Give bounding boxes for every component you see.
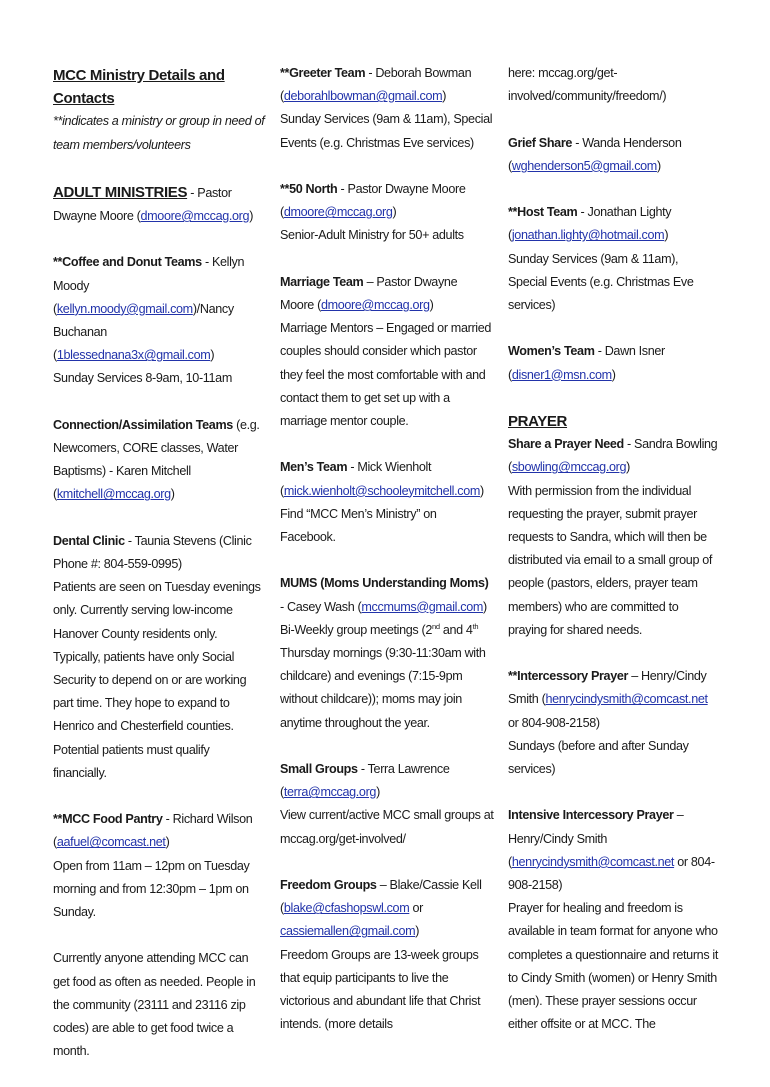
ministry-hours: Open from 11am – 12pm on Tuesday morning and from 12:30pm – 1pm on Sunday. xyxy=(53,858,250,920)
ministry-host-team xyxy=(508,201,720,317)
ministry-mens-team xyxy=(280,456,494,549)
paren: ) xyxy=(480,483,484,498)
ministry-name: Intensive Intercessory Prayer xyxy=(508,808,674,823)
contact-text: )/Nancy Buchanan ( xyxy=(53,301,234,363)
ministry-name: **50 North xyxy=(280,182,338,196)
ministry-intensive-prayer xyxy=(508,804,720,1036)
ministry-info: Sunday Services (9am & 11am), Special Events (e.g. Christmas Eve services) xyxy=(280,112,493,150)
contact-text: or xyxy=(409,901,423,916)
superscript: nd xyxy=(432,621,440,631)
contact-text: - Casey Wash ( xyxy=(280,599,362,614)
column-2 xyxy=(280,62,494,1060)
info-part: Thursday mornings (9:30-11:30am with childcare) and evenings (7:15-9pm without childcare)); moms may join anytime throughout the year. xyxy=(280,646,486,730)
ministry-info: Marriage Mentors – Engaged or married couples should consider which pastor they feel the most comfortable with and contact them to get set up with a marriage mentor couple. xyxy=(280,321,492,429)
ministry-name: **Host Team xyxy=(508,205,578,220)
email-link[interactable]: terra@mccag.org xyxy=(283,785,377,800)
contact-text: - Deborah Bowman ( xyxy=(280,66,472,104)
contact-text: - Jonathan Lighty ( xyxy=(508,205,672,243)
email-link[interactable]: dmoore@mccag.org xyxy=(320,298,430,312)
ministry-name: Women’s Team xyxy=(508,344,595,359)
contact-text: - Mick Wienholt ( xyxy=(280,460,432,498)
info-part: and 4 xyxy=(439,622,473,637)
email-link[interactable]: mccmums@gmail.com xyxy=(361,599,483,614)
ministry-intercessory-prayer xyxy=(508,665,720,781)
ministry-name: Small Groups xyxy=(280,762,358,777)
email-link[interactable]: kmitchell@mccag.org xyxy=(56,487,171,502)
email-link[interactable]: wghenderson5@gmail.com xyxy=(511,158,657,173)
paren: ) xyxy=(165,835,170,850)
ministry-name: Freedom Groups xyxy=(280,878,377,893)
ministry-name: MUMS (Moms Understanding Moms) xyxy=(280,576,489,591)
email-link[interactable]: disner1@msn.com xyxy=(511,367,612,382)
paren: ) xyxy=(210,348,215,363)
ministry-info: Senior-Adult Ministry for 50+ adults xyxy=(280,228,464,243)
superscript: th xyxy=(472,621,479,631)
ministry-info: Find “MCC Men’s Ministry” on Facebook. xyxy=(280,506,437,545)
contact-text: – Henry/Cindy Smith ( xyxy=(508,808,684,869)
ministry-name: **Intercessory Prayer xyxy=(508,669,629,684)
contact-text: - Taunia Stevens (Clinic Phone #: 804-559-0995) xyxy=(53,533,252,572)
page-title: MCC Ministry Details and Contacts xyxy=(53,67,225,108)
ministry-dental-clinic xyxy=(53,530,265,785)
ministry-info: Sunday Services 8-9am, 10-11am xyxy=(53,371,232,386)
column-3 xyxy=(508,62,720,1060)
ministry-mums xyxy=(280,572,494,734)
contact-text: - Dawn Isner ( xyxy=(508,344,665,382)
ministry-info: here: mccag.org/get-involved/community/freedom/) xyxy=(508,66,667,104)
contact-text: (e.g. Newcomers, CORE classes, Water Baptisms) - Karen Mitchell ( xyxy=(53,417,260,502)
contact-text: – Henry/Cindy Smith ( xyxy=(508,669,707,707)
ministry-name: **Coffee and Donut Teams xyxy=(53,255,202,270)
email-link[interactable]: 1blessednana3x@gmail.com xyxy=(56,348,211,363)
contact-text: - Wanda Henderson ( xyxy=(508,135,682,173)
email-link[interactable]: kellyn.moody@gmail.com xyxy=(56,301,193,316)
ministry-info: Prayer for healing and freedom is available in team format for anyone who completes a questionnaire and returns it to Cindy Smith (women) or Henry Smith (men). These prayer sessions occur either offsite or at MCC. The xyxy=(508,901,719,1032)
phone-text: or 804-908-2158) xyxy=(508,854,715,893)
freedom-groups-continued xyxy=(508,62,720,108)
email-link[interactable]: deborahlbowman@gmail.com xyxy=(283,89,443,104)
contact-text: - Richard Wilson ( xyxy=(53,812,253,850)
ministry-info xyxy=(280,619,494,735)
ministry-name: Grief Share xyxy=(508,135,573,150)
contact-text: - Terra Lawrence ( xyxy=(280,762,450,800)
email-link[interactable]: blake@cfashopswl.com xyxy=(283,901,410,916)
contact-text: – Pastor Dwayne Moore ( xyxy=(280,274,458,312)
contact-text: - Kellyn Moody ( xyxy=(53,255,245,316)
ministry-marriage-team xyxy=(280,271,494,433)
column-1 xyxy=(53,62,265,1087)
paren: ) xyxy=(611,367,616,382)
adult-pastor: - Pastor Dwayne Moore ( xyxy=(53,185,232,224)
ministry-info: Patients are seen on Tuesday evenings only. Currently serving low-income Hanover County residents only. Typically, patients have only Social Security to depend on or are working part time. They hope to expand to Henrico and Chesterfield counties. Potential patients must qualify financially. xyxy=(53,580,261,780)
paren: ) xyxy=(429,298,434,312)
ministry-connection xyxy=(53,414,265,507)
ministry-name: **Greeter Team xyxy=(280,66,366,80)
paren: ) xyxy=(664,228,669,243)
volunteer-note: **indicates a ministry or group in need of team members/volunteers xyxy=(53,114,265,152)
info-part: Bi-Weekly group meetings (2 xyxy=(280,622,433,637)
phone-text: or 804-908-2158) xyxy=(508,715,600,730)
email-link[interactable]: henrycindysmith@comcast.net xyxy=(545,692,708,707)
email-link[interactable]: cassiemallen@gmail.com xyxy=(280,924,416,939)
paren: ) xyxy=(483,599,487,614)
contact-text: - Pastor Dwayne Moore ( xyxy=(280,182,466,220)
ministry-info: Freedom Groups are 13-week groups that equip participants to live the victorious and abundant life that Christ intends. (more details xyxy=(280,947,481,1032)
paren: ) xyxy=(392,205,397,220)
paren: ) xyxy=(376,785,380,800)
ministry-info: View current/active MCC small groups at mccag.org/get-involved/ xyxy=(280,808,494,846)
prayer-section xyxy=(508,410,720,433)
section-heading-adult: ADULT MINISTRIES xyxy=(53,183,188,201)
ministry-greeter-team xyxy=(280,62,494,155)
ministry-name: Connection/Assimilation Teams xyxy=(53,417,233,432)
email-link[interactable]: jonathan.lighty@hotmail.com xyxy=(511,228,665,243)
ministry-grief-share xyxy=(508,132,720,178)
paren: ) xyxy=(249,209,254,224)
paren: ) xyxy=(656,158,661,173)
ministry-coffee-donut xyxy=(53,251,265,390)
ministry-name: **MCC Food Pantry xyxy=(53,812,163,827)
ministry-food-pantry xyxy=(53,808,265,924)
email-link[interactable]: dmoore@mccag.org xyxy=(283,205,393,220)
ministry-info: With permission from the individual requesting the prayer, submit prayer requests to Sandra, which will then be distributed via email to a small group of people (pastors, elders, prayer team members) who are committed to praying for shared needs. xyxy=(508,483,713,637)
ministry-womens-team xyxy=(508,340,720,386)
paren: ) xyxy=(626,460,631,475)
ministry-info: Sunday Services (9am & 11am), Special Events (e.g. Christmas Eve services) xyxy=(508,251,694,312)
adult-ministries-section xyxy=(53,181,265,228)
ministry-name: Marriage Team xyxy=(280,274,364,289)
contact-text: - Sandra Bowling ( xyxy=(508,437,718,475)
email-link[interactable]: sbowling@mccag.org xyxy=(511,460,627,475)
ministry-info: Currently anyone attending MCC can get food as often as needed. People in the community (23111 and 23116 zip codes) are able to get food twice a month. xyxy=(53,951,256,1059)
ministry-name: Dental Clinic xyxy=(53,533,125,548)
email-link[interactable]: aafuel@comcast.net xyxy=(56,835,166,850)
contact-text: – Blake/Cassie Kell ( xyxy=(280,878,482,916)
section-heading-prayer: PRAYER xyxy=(508,412,568,430)
food-pantry-info xyxy=(53,947,265,1063)
adult-email-link[interactable]: dmoore@mccag.org xyxy=(140,209,250,224)
ministry-50-north xyxy=(280,178,494,248)
ministry-name: Share a Prayer Need xyxy=(508,437,624,452)
ministry-info: Sundays (before and after Sunday services) xyxy=(508,738,689,777)
ministry-freedom-groups xyxy=(280,874,494,1036)
ministry-small-groups xyxy=(280,758,494,851)
paren: ) xyxy=(442,89,447,104)
ministry-share-prayer xyxy=(508,433,720,642)
email-link[interactable]: henrycindysmith@comcast.net xyxy=(511,854,675,869)
paren: ) xyxy=(415,924,420,939)
paren: ) xyxy=(170,487,175,502)
ministry-name: Men’s Team xyxy=(280,460,348,475)
email-link[interactable]: mick.wienholt@schooleymitchell.com xyxy=(283,483,481,498)
